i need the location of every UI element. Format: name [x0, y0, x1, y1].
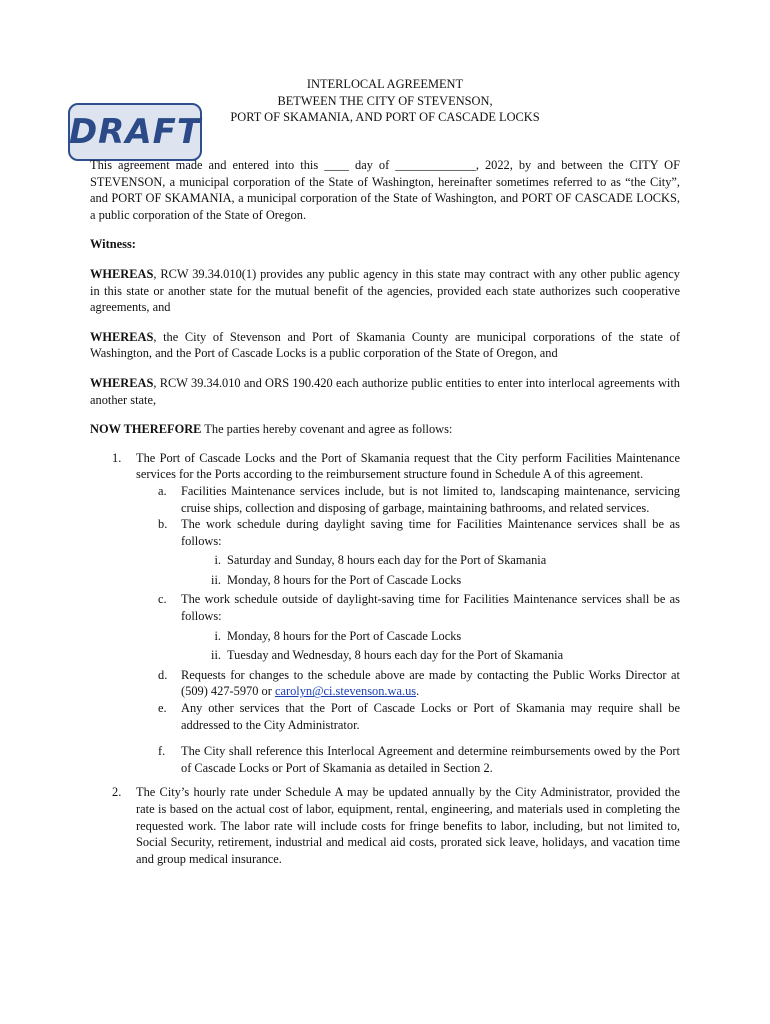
intro-paragraph: This agreement made and entered into this ____ day of _____________, 2022, by and between the CITY OF STEVENSON, a municipal corporation of the State of Washington, hereinafter sometimes referred to as “the City”, and PORT OF SKAMANIA, a municipal corporation of the State of Washington, and PORT OF CASCADE LOCKS, a public corporation of the State of Oregon.: [90, 158, 680, 222]
sub-item-a: [136, 483, 680, 516]
roman-text: Tuesday and Wednesday, 8 hours each day for the Port of Skamania: [227, 648, 564, 663]
roman-item: [181, 647, 680, 664]
roman-item: [181, 628, 680, 645]
terms-list: [90, 450, 680, 868]
whereas-lead: WHEREAS: [90, 266, 154, 281]
whereas-paragraph-3: [90, 375, 680, 408]
sub-item-letter: c.: [158, 592, 167, 607]
whereas-text: , the City of Stevenson and Port of Skamania County are municipal corporations of the state of Washington, and the Port of Cascade Locks is a public corporation of the State of Oregon, and: [90, 329, 680, 361]
roman-text: Monday, 8 hours for the Port of Cascade Locks: [227, 572, 462, 587]
roman-item: [181, 572, 680, 589]
sub-item-letter: a.: [158, 483, 167, 498]
sub-item-letter: b.: [158, 517, 168, 532]
now-therefore-paragraph: [90, 421, 680, 438]
roman-item: [181, 552, 680, 569]
sub-item-text: Any other services that the Port of Cascade Locks or Port of Skamania may require shall be addressed to the City Administrator.: [181, 701, 680, 732]
term-text: The City’s hourly rate under Schedule A may be updated annually by the City Administrator, provided the rate is based on the actual cost of labor, equipment, rental, engineering, and materials used in completing the requested work. The labor rate will include costs for fringe benefits to labor, including, but not limited to, Social Security, retirement, industrial and medical aid costs, prorated sick leave, holidays, and vacation time and group medical insurance.: [136, 785, 680, 866]
sub-item-letter: d.: [158, 667, 168, 682]
draft-stamp-label: DRAFT: [68, 111, 202, 152]
term-item-2: [90, 784, 680, 867]
term-number: 1.: [112, 450, 122, 465]
term-text: The Port of Cascade Locks and the Port of Skamania request that the City perform Facilities Maintenance services for the Ports according to the reimbursement structure found in Schedule A of this agreement.: [136, 450, 680, 482]
sub-item-e: [136, 700, 680, 733]
whereas-lead: WHEREAS: [90, 329, 154, 344]
roman-text: Monday, 8 hours for the Port of Cascade Locks: [227, 628, 462, 643]
sub-item-text: The work schedule during daylight saving time for Facilities Maintenance services shall be as follows:: [181, 517, 680, 548]
sub-item-letter: e.: [158, 701, 167, 716]
witness-heading: Witness:: [90, 237, 136, 252]
roman-text: Saturday and Sunday, 8 hours each day for the Port of Skamania: [227, 553, 547, 568]
sub-item-text: The City shall reference this Interlocal Agreement and determine reimbursements owed by the Port of Cascade Locks or Port of Skamania as detailed in Section 2.: [181, 744, 680, 775]
email-link[interactable]: carolyn@ci.stevenson.wa.us: [274, 684, 417, 699]
roman-list: [181, 552, 680, 588]
term-number: 2.: [112, 785, 122, 800]
sub-list: [136, 483, 680, 777]
now-therefore-text: The parties hereby covenant and agree as follows:: [201, 422, 453, 437]
sub-item-b: [136, 516, 680, 588]
title-line-3: PORT OF SKAMANIA, AND PORT OF CASCADE LOCKS: [230, 110, 540, 124]
sub-item-text: The work schedule outside of daylight-saving time for Facilities Maintenance services shall be as follows:: [181, 592, 680, 624]
whereas-paragraph-1: [90, 266, 680, 316]
sub-item-end: .: [416, 684, 420, 699]
sub-item-f: [136, 743, 680, 776]
term-item-1: [90, 450, 680, 777]
sub-item-d: [136, 667, 680, 700]
now-therefore-lead: NOW THEREFORE: [90, 422, 202, 437]
roman-number: ii.: [211, 572, 221, 587]
draft-stamp: [68, 103, 202, 161]
roman-number: ii.: [211, 648, 221, 663]
title-line-2: BETWEEN THE CITY OF STEVENSON,: [277, 93, 493, 108]
sub-item-text: Facilities Maintenance services include, but is not limited to, landscaping maintenance, servicing cruise ships, collection and disposing of garbage, maintaining bathrooms, and related services.: [181, 483, 680, 515]
sub-item-letter: f.: [158, 744, 166, 759]
whereas-lead: WHEREAS: [90, 375, 154, 390]
sub-item-text: Requests for changes to the schedule above are made by contacting the Public Works Director at (509) 427-5970 or: [181, 667, 680, 699]
whereas-text: , RCW 39.34.010(1) provides any public agency in this state may contract with any other public agency in this state or another state for the mutual benefit of the agencies, provided each state authorizes such cooperative agreements, and: [90, 266, 680, 315]
agreement-body: [90, 157, 680, 867]
sub-item-c: [136, 591, 680, 663]
whereas-text: , RCW 39.34.010 and ORS 190.420 each authorize public entities to enter into interlocal agreements with another state,: [90, 375, 680, 407]
roman-number: i.: [214, 628, 221, 643]
whereas-paragraph-2: [90, 329, 680, 362]
roman-number: i.: [214, 553, 221, 568]
roman-list: [181, 628, 680, 664]
title-line-1: INTERLOCAL AGREEMENT: [306, 77, 464, 91]
